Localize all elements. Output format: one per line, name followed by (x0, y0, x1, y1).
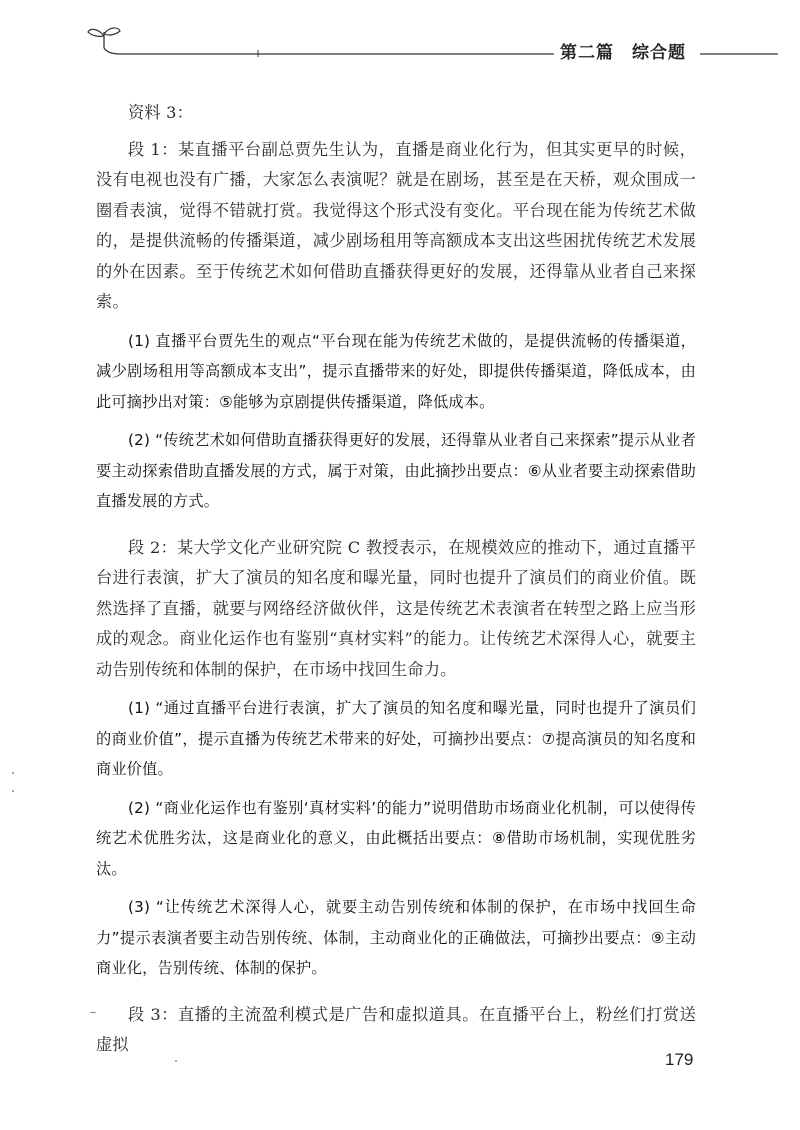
scan-speck (12, 790, 14, 792)
section-3-intro: 段 3：直播的主流盈利模式是广告和虚拟道具。在直播平台上，粉丝们打赏送虚拟 (96, 1004, 696, 1054)
sprout-icon (88, 28, 120, 48)
page-header (0, 0, 800, 70)
chapter-title: 第二篇 综合题 (554, 38, 692, 63)
section-2-intro: 段 2：某大学文化产业研究院 C 教授表示，在规模效应的推动下，通过直播平台进行表演，扩大了演员的知名度和曝光量，同时也提升了演员们的商业价值。既然选择了直播，就要与网络经济做伙伴，这是传统艺术表演者在转型之路上应当形成的观念。商业化运作也有鉴别“真材实料”的能力。让传统艺术深得人心，就要主动告别传统和体制的保护，在市场中找回生命力。 (96, 537, 696, 679)
scan-speck (90, 1012, 96, 1013)
page-number: 179 (665, 1050, 694, 1069)
section-1-note-1: (1) 直播平台贾先生的观点“平台现在能为传统艺术做的，是提供流畅的传播渠道，减少剧场租用等高额成本支出”，提示直播带来的好处，即提供传播渠道，降低成本，由此可摘抄出对策：⑤能够为京剧提供传播渠道，降低成本。 (96, 331, 696, 411)
page-content (96, 98, 696, 1061)
section-1-intro: 段 1：某直播平台副总贾先生认为，直播是商业化行为，但其实更早的时候，没有电视也没有广播，大家怎么表演呢？就是在剧场，甚至是在天桥，观众围成一圈看表演，觉得不错就打赏。我觉得这个形式没有变化。平台现在能为传统艺术做的，是提供流畅的传播渠道，减少剧场租用等高额成本支出这些困扰传统艺术发展的外在因素。至于传统艺术如何借助直播获得更好的发展，还得靠从业者自己来探索。 (96, 139, 696, 311)
scan-speck (12, 772, 14, 774)
section-2-note-3: (3) “让传统艺术深得人心，就要主动告别传统和体制的保护，在市场中找回生命力”提示表演者要主动告别传统、体制，主动商业化的正确做法，可摘抄出要点：⑨主动商业化，告别传统、体制的保护。 (96, 898, 696, 977)
section-2-note-2: (2) “商业化运作也有鉴别‘真材实料’的能力”说明借助市场商业化机制，可以使得传统艺术优胜劣汰，这是商业化的意义，由此概括出要点：⑧借助市场机制，实现优胜劣汰。 (96, 798, 696, 878)
scan-speck (175, 1060, 177, 1062)
section-2-note-1: (1) “通过直播平台进行表演，扩大了演员的知名度和曝光量，同时也提升了演员们的商业价值”，提示直播为传统艺术带来的好处，可摘抄出要点：⑦提高演员的知名度和商业价值。 (96, 699, 696, 778)
material-label: 资料 3： (128, 103, 194, 122)
section-1-note-2: (2) “传统艺术如何借助直播获得更好的发展，还得靠从业者自己来探索”提示从业者要主动探索借助直播发展的方式，属于对策，由此摘抄出要点：⑥从业者要主动探索借助直播发展的方式。 (96, 431, 696, 510)
